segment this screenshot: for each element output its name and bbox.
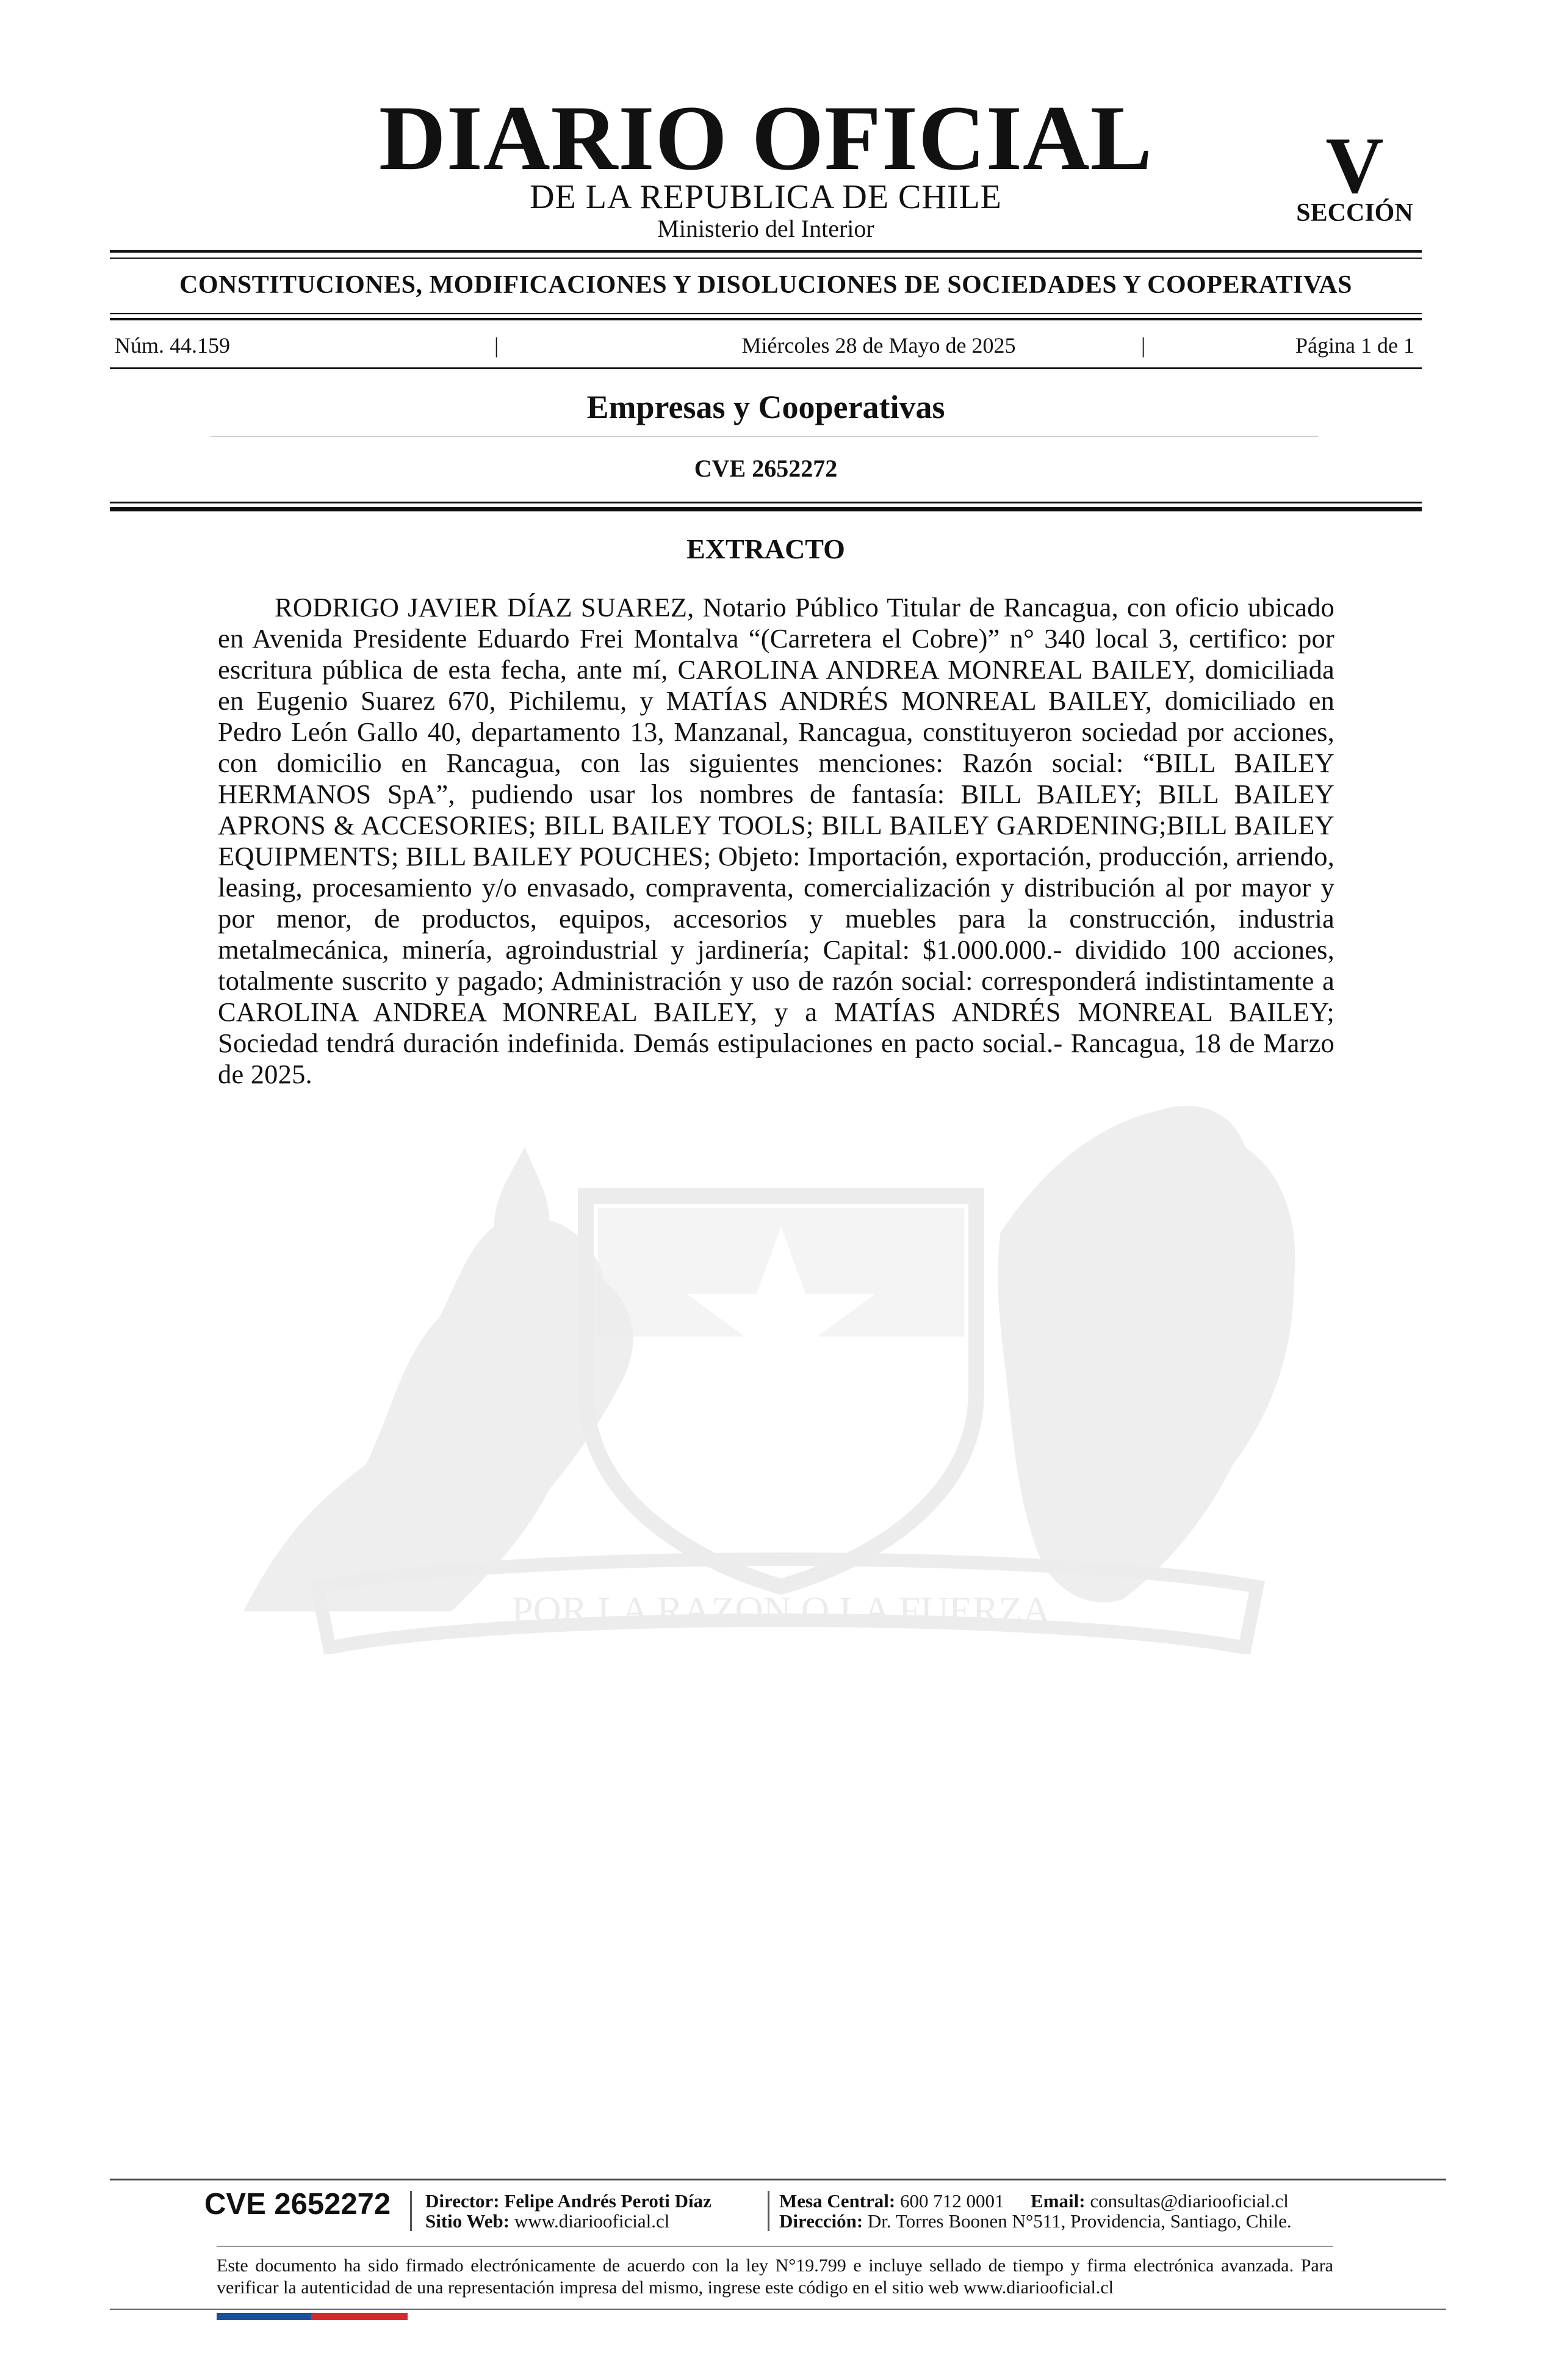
contact-line xyxy=(779,2191,1289,2212)
motto-text: POR LA RAZON O LA FUERZA xyxy=(511,1588,1051,1632)
newspaper-title: DIARIO OFICIAL xyxy=(378,87,1153,189)
divider xyxy=(211,436,1318,437)
website-line xyxy=(425,2211,669,2232)
document-heading: EXTRACTO xyxy=(686,533,845,564)
section-title: Empresas y Cooperativas xyxy=(586,389,945,425)
newspaper-subtitle: DE LA REPUBLICA DE CHILE xyxy=(530,178,1002,216)
email-link[interactable]: consultas@diariooficial.cl xyxy=(1090,2190,1289,2212)
flag-stripe-blue xyxy=(217,2313,311,2320)
footer-divider xyxy=(110,2179,1446,2180)
ministry-label: Ministerio del Interior xyxy=(657,215,874,242)
divider xyxy=(110,313,1422,314)
address-label: Dirección: xyxy=(779,2210,863,2232)
divider xyxy=(110,367,1422,369)
footer-separator xyxy=(768,2191,769,2231)
divider xyxy=(110,258,1422,259)
issue-date: Miércoles 28 de Mayo de 2025 xyxy=(741,333,1016,358)
divider xyxy=(110,507,1422,511)
issue-info-row xyxy=(110,333,1422,358)
footer-divider xyxy=(110,2309,1446,2310)
divider xyxy=(110,502,1422,503)
section-label: SECCIÓN xyxy=(1296,199,1413,227)
separator: | xyxy=(1141,333,1146,358)
section-letter: V xyxy=(1325,120,1384,210)
flag-stripe-red xyxy=(311,2313,408,2320)
director-line xyxy=(425,2191,711,2212)
divider xyxy=(110,318,1422,320)
page-count: Página 1 de 1 xyxy=(1295,333,1414,358)
website-label: Sitio Web: xyxy=(425,2210,510,2232)
divider xyxy=(110,250,1422,253)
footer-thin-divider xyxy=(217,2246,1333,2247)
phone-value: 600 712 0001 xyxy=(900,2190,1004,2212)
footer-cve-code: CVE 2652272 xyxy=(204,2188,391,2221)
footer-separator xyxy=(410,2191,412,2231)
coat-of-arms-watermark xyxy=(207,1074,1355,1654)
document-body: RODRIGO JAVIER DÍAZ SUAREZ, Notario Público Titular de Rancagua, con oficio ubicado en Avenida Presidente Eduardo Frei Montalva “(Carretera el Cobre)” n° 340 local 3, certifico: por escritura pública de esta fecha, ante mí, CAROLINA ANDREA MONREAL BAILEY, domiciliada en Eugenio Suarez 670, Pichilemu, y MATÍAS ANDRÉS MONREAL BAILEY, domiciliado en Pedro León Gallo 40, departamento 13, Manzanal, Rancagua, constituyeron sociedad por acciones, con domicilio en Rancagua, con las siguientes menciones: Razón social: “BILL BAILEY HERMANOS SpA”, pudiendo usar los nombres de fantasía: BILL BAILEY; BILL BAILEY APRONS & ACCESORIES; BILL BAILEY TOOLS; BILL BAILEY GARDENING;BILL BAILEY EQUIPMENTS; BILL BAILEY POUCHES; Objeto: Importación, exportación, producción, arriendo, leasing, procesamiento y/o envasado, compraventa, comercialización y distribución al por mayor y por menor, de productos, equipos, accesorios y muebles para la construcción, industria metalmecánica, minería, agroindustrial y jardinería; Capital: $1.000.000.- dividido 100 acciones, totalmente suscrito y pagado; Administración y uso de razón social: corresponderá indistintamente a CAROLINA ANDREA MONREAL BAILEY, y a MATÍAS ANDRÉS MONREAL BAILEY; Sociedad tendrá duración indefinida. Demás estipulaciones en pacto social.- Rancagua, 18 de Marzo de 2025. xyxy=(218,592,1334,1089)
email-label: Email: xyxy=(1031,2190,1086,2212)
website-link[interactable]: www.diariooficial.cl xyxy=(514,2210,670,2232)
director-name: Felipe Andrés Peroti Díaz xyxy=(504,2190,711,2212)
address-value: Dr. Torres Boonen N°511, Providencia, Santiago, Chile. xyxy=(867,2210,1292,2232)
condor-figure xyxy=(998,1106,1295,1603)
signature-note: Este documento ha sido firmado electrónicamente de acuerdo con la ley N°19.799 e incluye sellado de tiempo y firma electrónica avanzada. Para verificar la autenticidad de una representación impresa del mismo, ingrese este código en el sitio web www.diariooficial.cl xyxy=(217,2256,1333,2298)
address-line xyxy=(779,2211,1292,2232)
issue-number: Núm. 44.159 xyxy=(115,333,230,358)
category-title: CONSTITUCIONES, MODIFICACIONES Y DISOLUCIONES DE SOCIEDADES Y COOPERATIVAS xyxy=(179,271,1352,299)
huemul-figure xyxy=(244,1147,633,1611)
director-label: Director: xyxy=(425,2190,500,2212)
phone-label: Mesa Central: xyxy=(779,2190,896,2212)
separator: | xyxy=(494,333,499,358)
cve-code: CVE 2652272 xyxy=(694,455,838,482)
